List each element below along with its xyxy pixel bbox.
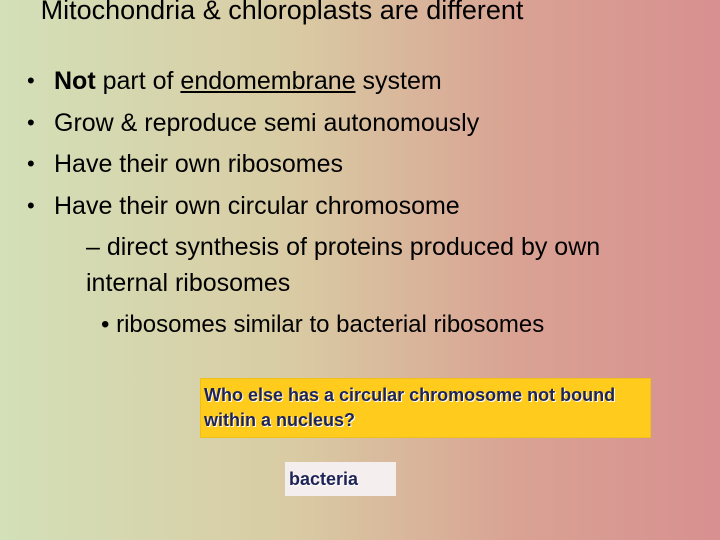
bullet-item xyxy=(54,66,442,96)
bullet-underlined-text: endomembrane xyxy=(180,67,356,95)
sub-sub-bullet: • ribosomes similar to bacterial ribosomes xyxy=(101,311,545,338)
bullet-marker: • xyxy=(27,68,35,93)
answer-text: bacteria xyxy=(289,469,359,489)
bullet-bold-text: Not xyxy=(54,67,96,95)
bullet-item: Grow & reproduce semi autonomously xyxy=(54,109,480,137)
bullet-marker: • xyxy=(27,193,35,218)
slide-title: Mitochondria & chloroplasts are different xyxy=(40,0,524,25)
bullet-marker: • xyxy=(27,151,35,176)
bullet-marker: • xyxy=(27,110,35,135)
bullet-text: system xyxy=(355,67,442,95)
question-box xyxy=(200,378,651,438)
sub-bullet-line-1: – direct synthesis of proteins produced by own xyxy=(86,233,601,261)
question-text: Who else has a circular chromosome not bound within a nucleus? xyxy=(204,385,616,430)
sub-bullet-line-2: internal ribosomes xyxy=(86,269,291,297)
bullet-item: Have their own circular chromosome xyxy=(54,192,460,220)
bullet-item: Have their own ribosomes xyxy=(54,150,344,178)
bullet-text: part of xyxy=(95,67,181,95)
answer-box xyxy=(285,462,396,496)
